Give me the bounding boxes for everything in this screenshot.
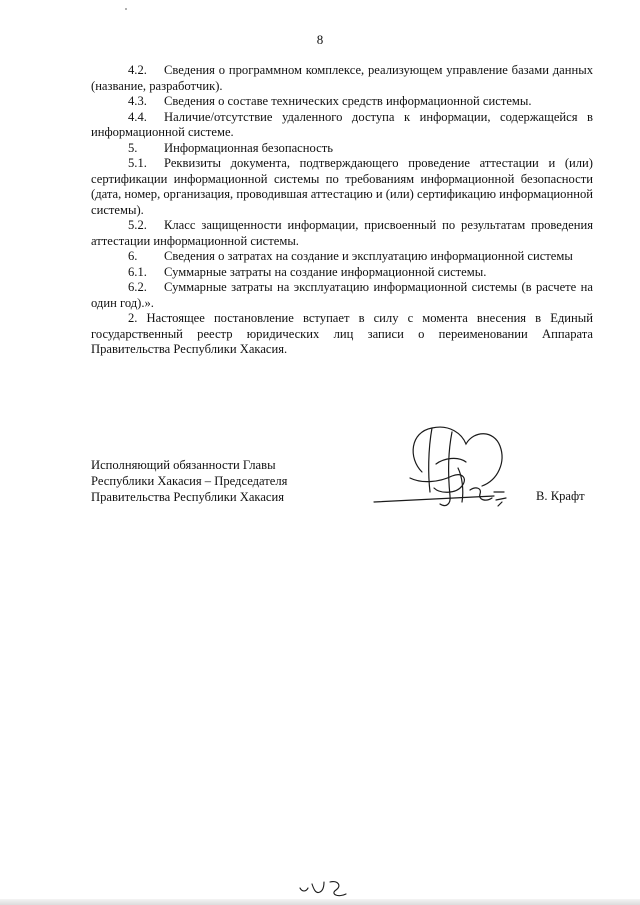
item-number: 5. — [128, 140, 138, 155]
initials-mark — [294, 876, 354, 900]
paragraph-6-2 — [91, 280, 593, 311]
item-text: Реквизиты документа, подтверждающего проведение аттестации и (или) сертификации информационной системы по требованиям информационной безопасности (дата, номер, организация, проводившая аттестацию и (или) сертификацию информационной системы). — [91, 156, 593, 217]
item-number: 5.2. — [128, 218, 147, 232]
paragraph-6 — [91, 249, 593, 265]
paragraph-4-3 — [91, 94, 593, 110]
signatory-line-1: Исполняющий обязанности Главы — [91, 458, 276, 472]
item-text: Сведения о затратах на создание и эксплуатацию информационной системы — [164, 249, 573, 263]
document-body — [91, 63, 593, 358]
paragraph-5 — [91, 141, 593, 157]
paragraph-6-1 — [91, 265, 593, 281]
item-text: Наличие/отсутствие удаленного доступа к информации, содержащейся в информационной системе. — [91, 109, 593, 139]
item-text: Суммарные затраты на создание информационной системы. — [164, 264, 487, 279]
item-number: 6.2. — [128, 280, 147, 294]
item-text: Сведения о программном комплексе, реализующем управление базами данных (название, разработчик). — [91, 63, 593, 93]
item-text: Класс защищенности информации, присвоенный по результатам проведения аттестации информационной системы. — [91, 218, 593, 248]
page-number: 8 — [316, 32, 324, 47]
paragraph-5-2 — [91, 218, 593, 249]
item-number: 4.3. — [128, 94, 147, 108]
signatory-line-3: Правительства Республики Хакасия — [91, 490, 285, 504]
signer-name: В. Крафт — [536, 489, 585, 503]
signatory-title — [91, 457, 331, 505]
final-paragraph: 2. Настоящее постановление вступает в силу с момента внесения в Единый государственный реестр юридических лиц записи о переименовании Аппарата Правительства Республики Хакасия. — [91, 311, 593, 356]
signatory-line-2: Республики Хакасия – Председателя — [91, 474, 288, 488]
item-number: 6.1. — [128, 264, 147, 279]
item-number: 6. — [128, 249, 138, 263]
item-text: Информационная безопасность — [164, 140, 333, 155]
item-number: 4.2. — [128, 63, 147, 77]
scan-bottom-edge — [0, 899, 640, 905]
handwritten-signature — [370, 420, 530, 520]
scan-speck — [125, 8, 127, 10]
paragraph-4-2 — [91, 63, 593, 94]
item-text: Сведения о составе технических средств информационной системы. — [164, 94, 532, 108]
paragraph-4-4 — [91, 110, 593, 141]
item-text: Суммарные затраты на эксплуатацию информационной системы (в расчете на один год).». — [91, 280, 593, 310]
paragraph-5-1 — [91, 156, 593, 218]
item-number: 5.1. — [128, 156, 147, 170]
item-number: 4.4. — [128, 109, 147, 124]
